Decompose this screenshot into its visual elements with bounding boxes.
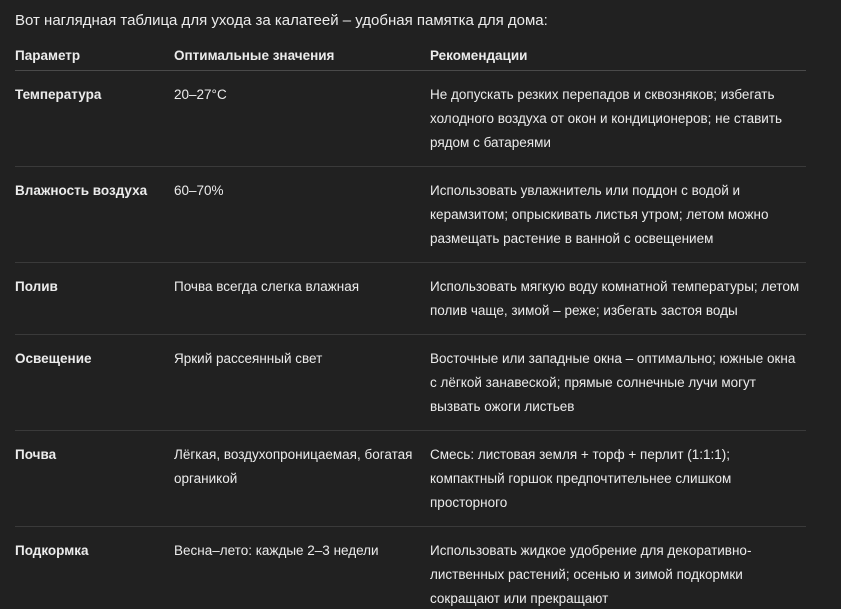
header-parameter: Параметр [15,40,174,71]
table-row [15,527,806,609]
header-recommendations: Рекомендации [430,40,806,71]
row-value: Лёгкая, воздухопроницаемая, богатая органикой [174,431,430,527]
table-row [15,167,806,263]
row-recommendation: Использовать мягкую воду комнатной температуры; летом полив чаще, зимой – реже; избегать застоя воды [430,263,806,335]
row-parameter: Температура [15,71,174,167]
table-row [15,431,806,527]
care-table [15,40,806,609]
row-value: Почва всегда слегка влажная [174,263,430,335]
table-row [15,263,806,335]
row-value: 60–70% [174,167,430,263]
row-value: Весна–лето: каждые 2–3 недели [174,543,379,558]
row-recommendation: Не допускать резких перепадов и сквозняков; избегать холодного воздуха от окон и кондиционеров; не ставить рядом с батареями [430,71,806,167]
table-header-row [15,40,806,71]
row-parameter: Полив [15,263,174,335]
row-recommendation: Использовать жидкое удобрение для декоративно-лиственных растений; осенью и зимой подкормки сокращают или прекращают [430,543,752,606]
intro-text: Вот наглядная таблица для ухода за калатеей – удобная памятка для дома: [15,12,548,29]
row-parameter: Подкормка [15,543,89,558]
header-optimal-values: Оптимальные значения [174,40,430,71]
row-value: Яркий рассеянный свет [174,335,430,431]
row-recommendation: Смесь: листовая земля + торф + перлит (1:1:1); компактный горшок предпочтительнее слишком просторного [430,431,806,527]
row-parameter: Освещение [15,335,174,431]
row-parameter: Почва [15,431,174,527]
table-row [15,71,806,167]
row-value: 20–27°C [174,71,430,167]
row-recommendation: Восточные или западные окна – оптимально; южные окна с лёгкой занавеской; прямые солнечные лучи могут вызвать ожоги листьев [430,335,806,431]
row-recommendation: Использовать увлажнитель или поддон с водой и керамзитом; опрыскивать листья утром; летом можно размещать растение в ванной с освещением [430,167,806,263]
table-row [15,335,806,431]
row-parameter: Влажность воздуха [15,167,174,263]
